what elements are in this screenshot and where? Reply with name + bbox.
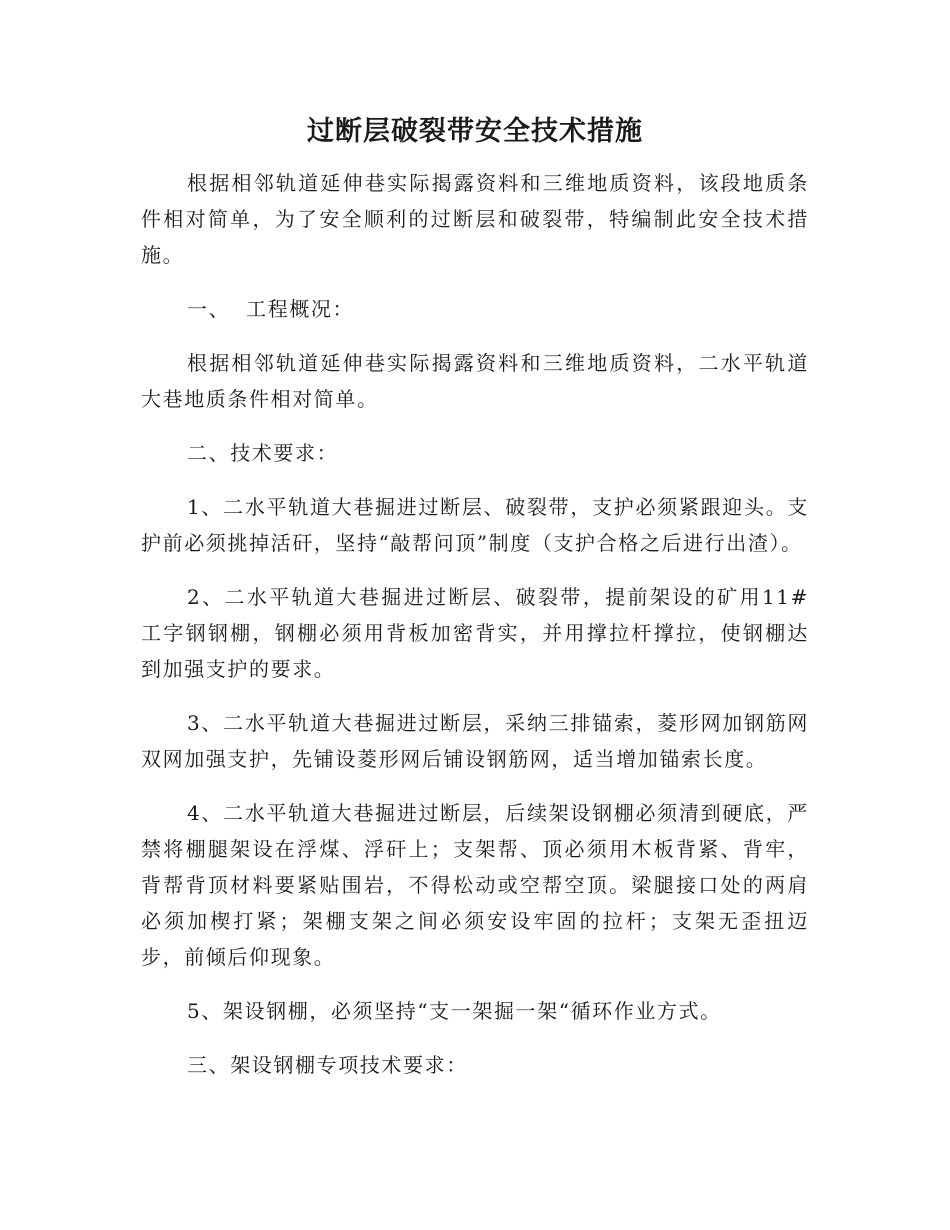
paragraph-requirement-4: 4、二水平轨道大巷掘进过断层，后续架设钢棚必须清到硬底，严禁将棚腿架设在浮煤、浮矸上；支架帮、顶必须用木板背紧、背牢，背帮背顶材料要紧贴围岩，不得松动或空帮空顶。梁腿接口处的两肩必须加楔打紧；架棚支架之间必须安设牢固的拉杆；支架无歪扭迈步，前倾后仰现象。 bbox=[141, 801, 809, 969]
document-body bbox=[141, 165, 809, 1101]
document-title: 过断层破裂带安全技术措施 bbox=[307, 116, 643, 147]
paragraph-intro: 根据相邻轨道延伸巷实际揭露资料和三维地质资料，该段地质条件相对简单，为了安全顺利的过断层和破裂带，特编制此安全技术措施。 bbox=[141, 171, 809, 267]
paragraph-overview: 根据相邻轨道延伸巷实际揭露资料和三维地质资料，二水平轨道大巷地质条件相对简单。 bbox=[141, 351, 809, 411]
heading-section-1: 一、 工程概况： bbox=[187, 297, 355, 321]
heading-section-3: 三、架设钢棚专项技术要求： bbox=[187, 1053, 468, 1077]
paragraph-requirement-2: 2、二水平轨道大巷掘进过断层、破裂带，提前架设的矿用11#工字钢钢棚，钢棚必须用背板加密背实，并用撑拉杆撑拉，使钢棚达到加强支护的要求。 bbox=[141, 585, 809, 681]
heading-section-2: 二、技术要求： bbox=[187, 441, 339, 465]
paragraph-requirement-1: 1、二水平轨道大巷掘进过断层、破裂带，支护必须紧跟迎头。支护前必须挑掉活矸，坚持“敲帮问顶”制度（支护合格之后进行出渣）。 bbox=[141, 495, 809, 555]
paragraph-requirement-3: 3、二水平轨道大巷掘进过断层，采纳三排锚索，菱形网加钢筋网双网加强支护，先铺设菱形网后铺设钢筋网，适当增加锚索长度。 bbox=[141, 711, 809, 771]
paragraph-requirement-5: 5、架设钢棚，必须坚持“支一架掘一架“循环作业方式。 bbox=[187, 999, 722, 1023]
